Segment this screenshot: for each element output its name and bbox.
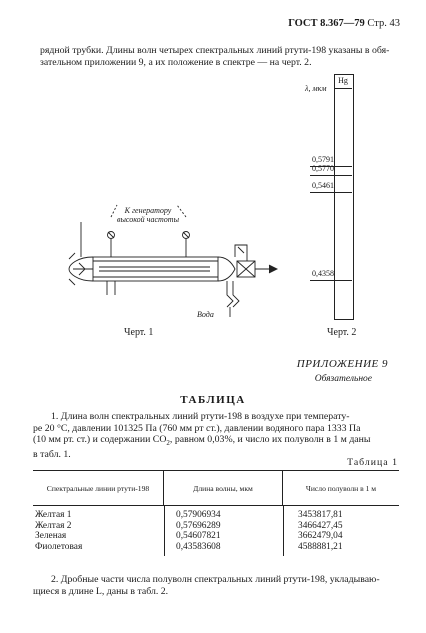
table-cell-halfwaves: 3466427,45 <box>298 520 343 531</box>
table-1-body <box>33 510 399 552</box>
paragraph-1-line-3-start: (10 мм рт. ст.) и содержании CO <box>33 434 167 445</box>
column-header-lines: Спектральные линии ртути-198 <box>33 471 164 505</box>
intro-line-2: зательном приложении 9, а их положение в спектре — на черт. 2. <box>40 57 312 68</box>
figure-2-caption: Черт. 2 <box>327 327 357 338</box>
paragraph-1-line-3 <box>33 434 401 449</box>
spectral-line-mark <box>310 280 352 281</box>
table-cell-wavelength: 0,43583608 <box>176 541 221 552</box>
table-cell-wavelength: 0,57906934 <box>176 510 221 520</box>
table-row <box>33 531 399 542</box>
table-cell-line: Зеленая <box>35 531 67 542</box>
column-header-wavelength: Длина волны, мкм <box>164 471 283 505</box>
page-header <box>288 18 400 29</box>
paragraph-2 <box>33 574 401 597</box>
paragraph-1 <box>33 411 401 461</box>
table-row <box>33 521 399 532</box>
figure-1-water-label: Вода <box>197 310 214 319</box>
table-1-header <box>33 471 399 505</box>
standard-number: ГОСТ 8.367—79 <box>288 18 365 29</box>
table-cell-halfwaves: 3662479,04 <box>298 531 343 542</box>
intro-paragraph <box>40 45 400 69</box>
table-cell-line: Фиолетовая <box>35 541 83 552</box>
table-cell-line: Желтая 2 <box>35 520 72 531</box>
table-1-label: Таблица 1 <box>347 457 398 468</box>
co2-subscript: 2 <box>166 438 170 447</box>
paragraph-2-line-2: щиеся в длине L, даны в табл. 2. <box>33 585 169 597</box>
figure-1-generator-label <box>98 206 198 224</box>
generator-label-line-1: К генератору <box>124 206 172 215</box>
paragraph-1-line-1: 1. Длина волн спектральных линий ртути-198 в воздухе при температу- <box>51 411 350 422</box>
spectral-line-label: 0,4358 <box>312 269 334 278</box>
figure-2-spectrum-strip <box>334 74 354 320</box>
paragraph-1-line-2: ре 20 °С, давлении 101325 Па (760 мм рт ст.), давлении водяного пара 1333 Па <box>33 422 361 434</box>
table-cell-line: Желтая 1 <box>35 510 72 520</box>
spectral-line-label: 0,5461 <box>312 181 334 190</box>
generator-label-line-2: высокой частоты <box>116 215 180 224</box>
appendix-title: ПРИЛОЖЕНИЕ 9 <box>296 358 388 370</box>
spectral-line-label: 0,5791 <box>312 155 334 164</box>
spectral-line-mark <box>310 175 352 176</box>
table-header-rule <box>33 505 399 506</box>
appendix-status: Обязательное <box>314 374 372 384</box>
spectral-line-label: 0,5770 <box>312 164 334 173</box>
page-number: Стр. 43 <box>367 18 400 29</box>
table-cell-halfwaves: 3453817,81 <box>298 510 343 520</box>
table-cell-halfwaves: 4588881,21 <box>298 541 343 552</box>
table-cell-wavelength: 0,57696289 <box>176 520 221 531</box>
table-cell-wavelength: 0,54607821 <box>176 531 221 542</box>
intro-line-1: рядной трубки. Длины волн четырех спектральных линий ртути-198 указаны в обя- <box>40 45 390 56</box>
figure-2-element-label: Hg <box>334 74 352 89</box>
table-row <box>33 542 399 553</box>
paragraph-1-line-4: в табл. 1. <box>33 449 71 461</box>
table-row <box>33 510 399 521</box>
spectral-line-mark <box>310 192 352 193</box>
column-header-halfwaves: Число полуволн в 1 м <box>305 483 377 493</box>
figure-1-caption: Черт. 1 <box>124 327 154 338</box>
paragraph-2-line-1: 2. Дробные части числа полуволн спектральных линий ртути-198, укладываю- <box>51 574 380 585</box>
figure-2-lambda-label: λ, мкм <box>305 84 327 93</box>
paragraph-1-line-3-end: , равном 0,03%, и число их полуволн в 1 м даны <box>169 434 371 445</box>
section-title: ТАБЛИЦА <box>180 394 246 406</box>
